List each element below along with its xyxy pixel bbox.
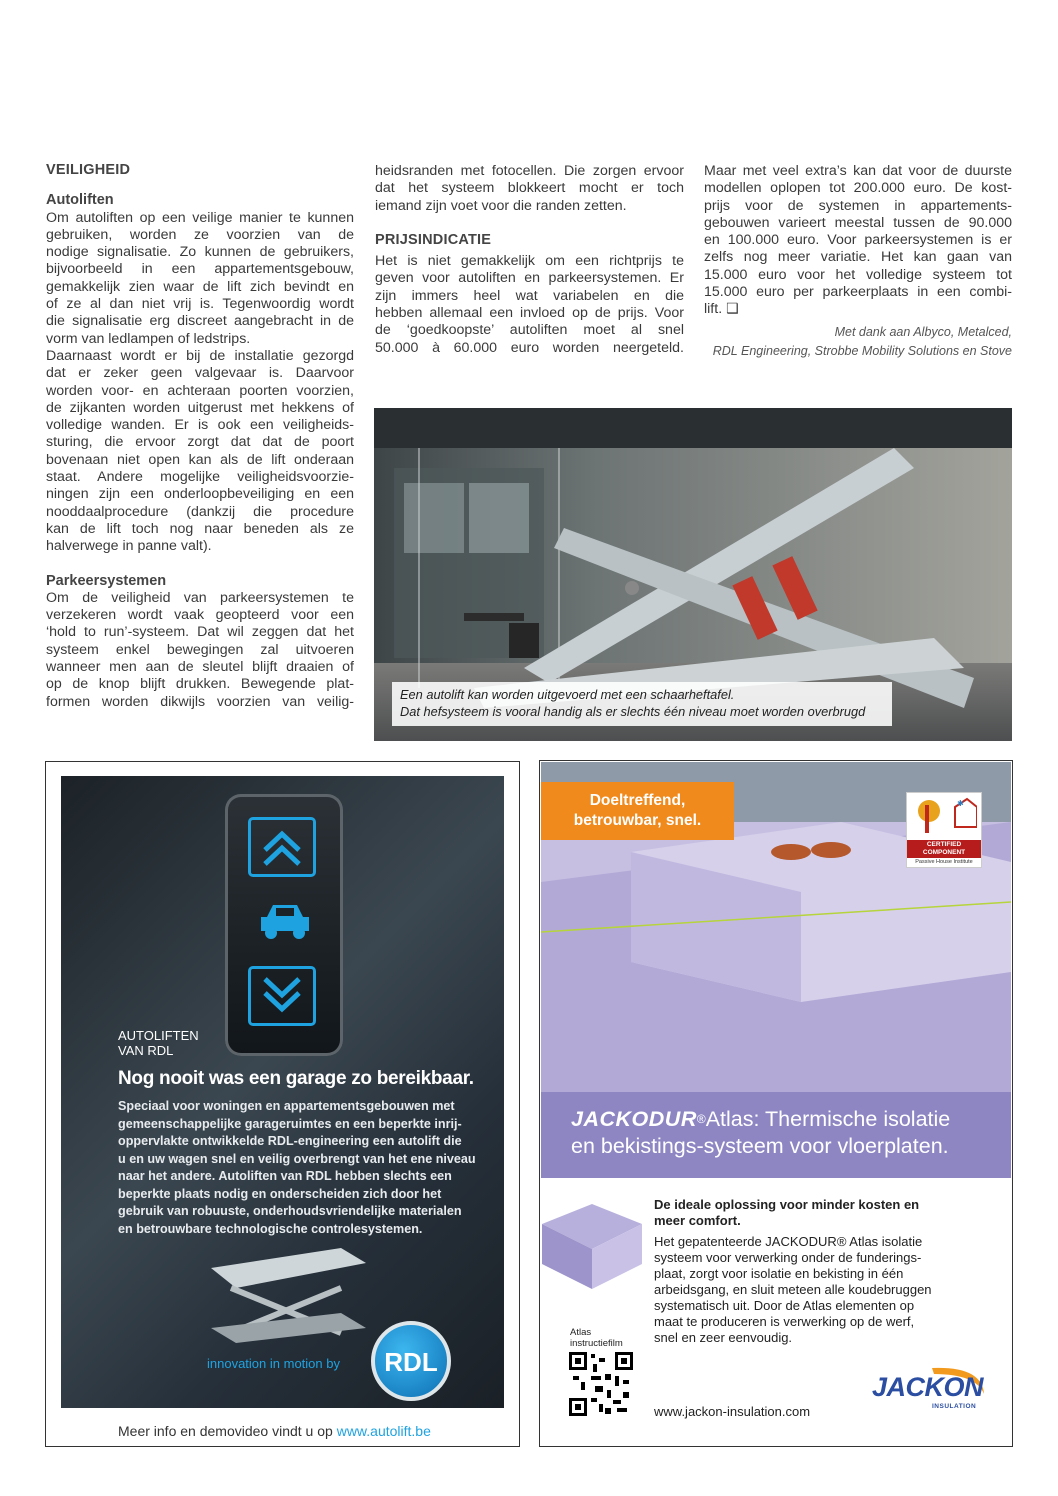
rdl-lift-illustration [201, 1238, 371, 1348]
certified-component-badge [906, 792, 982, 868]
jackodur-title-line-1 [571, 1106, 1001, 1133]
text-line: nodige signalisatie. Zo kunnen de gebruikers, [46, 244, 354, 261]
text-line: Daarnaast wordt er bij de installatie gezorgd [46, 347, 354, 364]
text-line: bovenaan niet open kan als de lift onderaan [46, 451, 354, 468]
rdl-headline: Nog nooit was een garage zo bereikbaar. [118, 1068, 474, 1089]
jackodur-title-line-2: en bekistings-systeem voor vloerplaten. [571, 1134, 949, 1158]
qr-label-line-1: Atlas [570, 1327, 592, 1338]
text-line: geven voor autoliften en parkeersystemen. Er [375, 270, 684, 287]
text-line: systematisch uit. Door de Atlas elementen op [654, 1298, 915, 1313]
rdl-ad-panel [61, 776, 504, 1408]
paragraph-prijsindicatie [375, 253, 684, 357]
text-line: systeem voor verwerking onder de funderings- [654, 1250, 922, 1265]
cert-line-1: CERTIFIED [926, 841, 962, 848]
text-line: ningen zijn een onderloopbeveiliging en een [46, 486, 354, 503]
text-line: worden voor- en achteraan poorten voorzien, [46, 382, 354, 399]
jackodur-body-text [654, 1234, 994, 1346]
text-line: prijs voor de systemen in appartements- [704, 197, 1012, 214]
rdl-kicker-line-2: VAN RDL [118, 1043, 174, 1058]
text-line: dat het systeem blokkeert mocht er toch [375, 180, 684, 197]
text-line: Het gepatenteerde JACKODUR® Atlas isolatie [654, 1234, 923, 1249]
text-line: en betrouwbare technologische controlesystemen. [118, 1221, 423, 1236]
jackodur-subhead-line-2: meer comfort. [654, 1213, 741, 1228]
rdl-footer-text: Meer info en demovideo vindt u op [118, 1423, 337, 1439]
text-line: verzekeren wordt vaak geopteerd voor een [46, 607, 354, 624]
badge-line-1: Doeltreffend, [589, 792, 686, 809]
text-line: iemand zijn voet voor die randen zetten. [375, 197, 627, 214]
text-line: de zijkanten worden uitgerust met hekkens of [46, 399, 354, 416]
jackon-website[interactable]: www.jackon-insulation.com [654, 1404, 811, 1419]
lift-control-panel [225, 794, 343, 1056]
text-line: nooddaalprocedure (dankzij die procedure [46, 503, 354, 520]
text-line: ‘hold to run’-systeem. Dat wil zeggen dat het [46, 624, 354, 641]
jackodur-reg-mark: ® [696, 1112, 706, 1126]
text-line: zijn immers heel wat variabelen en die [375, 287, 684, 304]
text-line: plaat, zorgt voor isolatie en bekisting in één [654, 1266, 904, 1281]
down-arrow-icon [248, 966, 316, 1026]
article-column-3 [704, 163, 1012, 361]
text-line: heidsranden met fotocellen. Die zorgen ervoor [375, 163, 684, 179]
jackon-logo-text: JACKON [872, 1372, 984, 1402]
text-line: gebruik van robuuste, onderhoudsvriendelijke materialen [118, 1204, 462, 1218]
text-line: Maar met veel extra’s kan dat voor de duurste [704, 163, 1012, 179]
orange-badge [541, 782, 734, 840]
text-line: oppervlakte ontwikkelde RDL-engineering een autolift die [118, 1134, 462, 1148]
up-arrow-icon [248, 817, 316, 877]
cert-line-3: Passive House Institute [915, 859, 973, 865]
credit-line-2: RDL Engineering, Strobbe Mobility Solutions en Stove [712, 343, 1012, 358]
cert-label [907, 840, 981, 858]
rdl-kicker [118, 1028, 199, 1058]
rdl-logo [371, 1321, 451, 1401]
jackodur-title [571, 1106, 1001, 1160]
text-line: Om de veiligheid van parkeersystemen te [46, 589, 354, 606]
text-line: 50.000 à 60.000 euro worden neergeteld. [375, 339, 684, 356]
photo-caption-line-1: Een autolift kan worden uitgevoerd met een schaarheftafel. [400, 687, 735, 702]
badge-line-2: betrouwbar, snel. [573, 812, 702, 829]
text-line: formen worden dikwijls voorzien van veilig- [46, 693, 354, 710]
text-line: wanneer men aan de sleutel blijft draaien of [46, 659, 354, 676]
article-column-2 [375, 163, 684, 357]
text-line: vorm van ledlampen of ledstrips. [46, 330, 251, 347]
text-line: gemakkelijk zien waar de lift zich bevindt en [46, 278, 354, 295]
text-line: arbeidsgang, en sluit meteen alle koudebruggen [654, 1282, 932, 1297]
text-line: kan de lift toch nog naar beneden als ze [46, 520, 354, 537]
text-line: gebouwen varieert meestal tussen de 90.000 [704, 214, 1012, 231]
subheading-parkeersystemen: Parkeersystemen [46, 572, 167, 589]
text-line: gemeenschappelijke garageruimtes en een beperkte inrij- [118, 1116, 462, 1131]
text-line: hebben allemaal een invloed op de prijs. Voor [375, 305, 684, 322]
rdl-footer [118, 1423, 431, 1439]
text-line: of ze al dan niet vrij is. Tegenwoordig wordt [46, 296, 354, 313]
jackon-logo [872, 1366, 987, 1416]
text-line: beperkte plaats nodig en onderscheiden zich door het [118, 1186, 442, 1201]
jackodur-ad-photo [541, 762, 1011, 1092]
jackodur-title-text-1: Atlas: Thermische isolatie [705, 1107, 951, 1131]
rdl-tagline: innovation in motion by [207, 1356, 340, 1371]
paragraph-autoliften [46, 210, 354, 556]
paragraph-parkeersystemen [46, 590, 354, 711]
rdl-kicker-line-1: AUTOLIFTEN [118, 1028, 199, 1043]
rdl-body-text [118, 1098, 496, 1238]
paragraph-prijs-vervolg [704, 163, 1012, 319]
text-line: op de knop blijft drukken. Bewegende plat- [46, 676, 354, 693]
jackodur-subhead [654, 1197, 984, 1229]
text-line: Om autoliften op een veilige manier te kunnen [46, 209, 354, 226]
text-line: Het is niet gemakkelijk om een richtprijs te [375, 253, 684, 270]
svg-text:✱: ✱ [957, 799, 964, 808]
text-line: 15.000 euro per parkeerplaats in een combi- [704, 284, 1012, 301]
rdl-logo-text: RDL [384, 1347, 438, 1377]
qr-label-line-2: instructiefilm [570, 1338, 623, 1349]
paragraph-continuation [375, 163, 684, 215]
passive-house-icon [911, 797, 977, 835]
text-line: en 100.000 euro. Voor parkeersystemen is er [704, 232, 1012, 249]
text-line: halverwege in panne valt). [46, 538, 212, 555]
qr-code-icon[interactable] [569, 1352, 633, 1416]
text-line: gebruiken, worden ze voorzien van de [46, 226, 354, 243]
text-line: snel en zeer eenvoudig. [654, 1330, 793, 1345]
photo-caption-line-2: Dat hefsysteem is vooral handig als er slechts één niveau moet worden overbrugd [400, 704, 866, 719]
text-line: dat er zeker geen valgevaar is. Daarvoor [46, 365, 354, 382]
credit-line-1: Met dank aan Albyco, Metalced, [834, 324, 1012, 339]
jackodur-product-image [542, 1194, 642, 1299]
text-line: staat. Andere mogelijke veiligheidsvoorzie- [46, 469, 354, 486]
car-icon [257, 899, 313, 946]
jackodur-subhead-line-1: De ideale oplossing voor minder kosten en [654, 1197, 920, 1212]
text-line: 15.000 euro voor het volledige systeem tot [704, 266, 1012, 283]
text-line: volledige wanden. Er is ook een veiligheids- [46, 417, 354, 434]
qr-label [570, 1327, 623, 1349]
text-line: sturing, die ervoor zorgt dat dat de poort [46, 434, 354, 451]
photo-caption [392, 682, 892, 726]
text-line: u en uw wagen snel en veilig overbrengt van het ene niveau [118, 1151, 476, 1166]
credit-line [704, 323, 1012, 361]
jackon-logo-subtext: INSULATION [932, 1403, 977, 1410]
text-line: de ‘goedkoopste’ autoliften moet al snel [375, 322, 684, 339]
section-heading-prijsindicatie: PRIJSINDICATIE [375, 231, 492, 248]
cert-line-2: COMPONENT [922, 849, 966, 856]
article-column-1 [46, 162, 354, 711]
text-line: maat te produceren is verwerking op de werf, [654, 1314, 915, 1329]
text-line: bijvoorbeeld in een appartementsgebouw, [46, 261, 354, 278]
text-line: naar het andere. Autoliften van RDL hebben slechts een [118, 1169, 452, 1183]
text-line: modellen oplopen tot 200.000 euro. De kost- [704, 180, 1012, 197]
jackodur-title-band [541, 1092, 1011, 1178]
text-line: zelfs nog meer variatie. Het kan gaan van [704, 249, 1012, 266]
jackodur-brand: JACKODUR [571, 1107, 697, 1131]
text-line: systeem enkel bewegingen zal uitvoeren [46, 641, 354, 658]
text-line: die signalisatie erg discreet aangebracht in de [46, 313, 354, 330]
text-line: lift. ❑ [704, 301, 739, 318]
subheading-autoliften: Autoliften [46, 192, 114, 209]
text-line: Speciaal voor woningen en appartementsgebouwen met [118, 1099, 455, 1113]
rdl-website-link[interactable]: www.autolift.be [336, 1423, 431, 1439]
section-heading-veiligheid: VEILIGHEID [46, 162, 131, 178]
